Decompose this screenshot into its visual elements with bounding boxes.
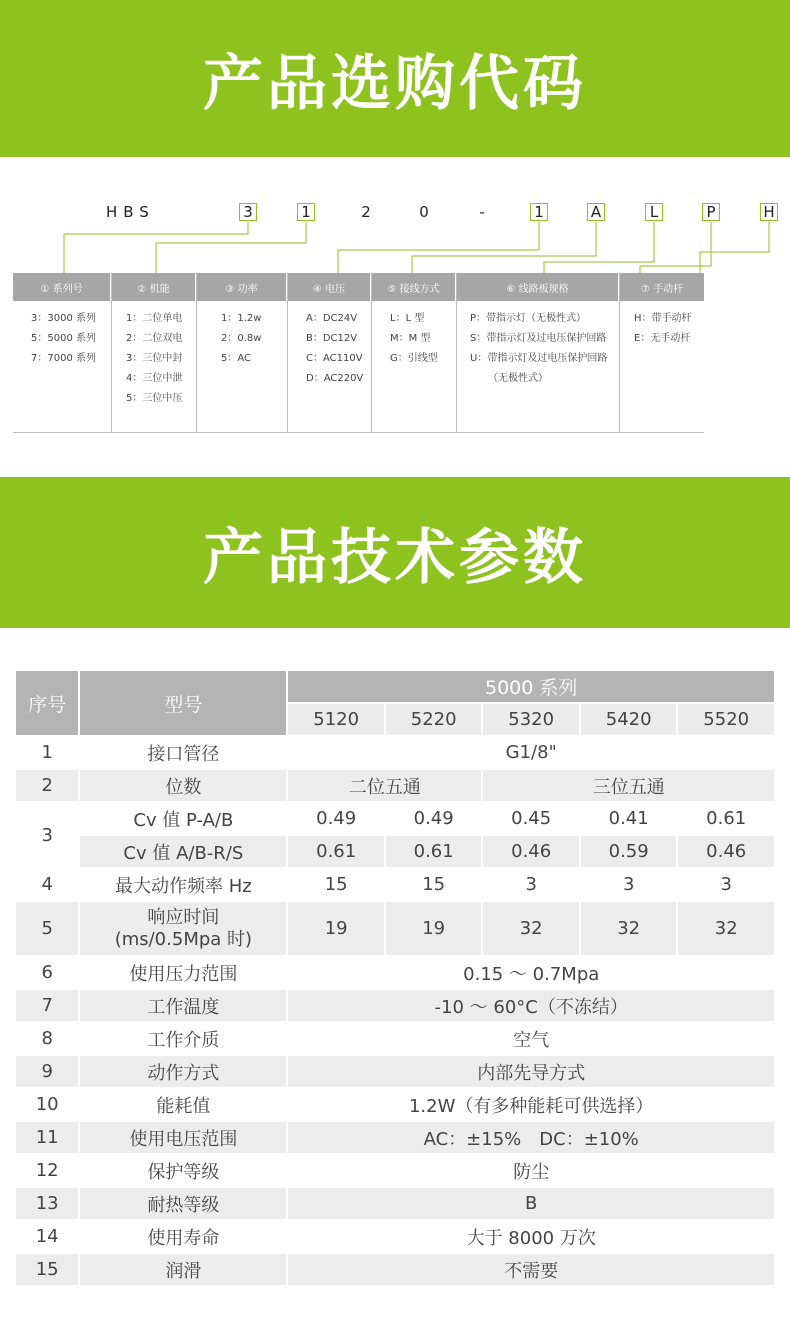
cell: 0.61 [706,808,747,829]
row-name-line: (ms/0.5Mpa 时) [114,928,253,950]
row-name: 工作温度 [80,990,286,1021]
row-index: 3 [41,824,53,846]
row-name: 接口管径 [147,743,220,765]
row-name: 耐热等级 [80,1188,286,1219]
row-name: 能耗值 [156,1095,211,1117]
cell: 32 [483,902,579,955]
row-index: 15 [16,1254,78,1285]
spec-table [14,669,776,1287]
row-value: 大于 8000 万次 [466,1227,596,1249]
row-index: 6 [41,962,53,983]
option-item: S：带指示灯及过电压保护回路 [470,333,607,344]
row-index: 2 [16,770,78,801]
cell: 15 [324,874,348,895]
code-char-2: 2 [361,203,371,221]
spec-title: 产品技术参数 [203,522,587,593]
option-header: ⑤ 接线方式 [372,273,456,301]
row-name: 使用寿命 [147,1227,220,1249]
row-index: 11 [16,1122,78,1153]
code-connector-lines [0,0,790,280]
cell: 0.46 [483,836,579,867]
option-item: C：AC110V [306,353,363,364]
cell: 19 [386,902,482,955]
row-index: 7 [16,990,78,1021]
option-col-manual [620,273,704,433]
table-row [16,902,774,955]
model-5120: 5120 [288,704,384,735]
row-index: 10 [35,1094,59,1115]
cell: 0.41 [608,808,649,829]
row-value: -10 ～ 60°C（不冻结） [288,990,774,1021]
row-name: Cv 值 A/B-R/S [80,836,286,867]
row-index: 5 [16,902,78,955]
cell: 0.61 [288,836,384,867]
cell: 32 [581,902,677,955]
model-5320: 5320 [483,704,579,735]
table-row [16,869,774,900]
row-name [80,902,286,955]
cell: 3 [720,874,732,895]
code-char-series: 3 [239,203,257,221]
row-index: 12 [35,1160,59,1181]
option-col-function [112,273,197,433]
cell: 0.61 [386,836,482,867]
option-item: B：DC12V [306,333,358,344]
model-5220: 5220 [386,704,482,735]
table-row [16,737,774,768]
row-value: 空气 [513,1029,550,1051]
cell: 0.49 [316,808,357,829]
cell: 15 [422,874,446,895]
option-item: E：无手动杆 [634,333,691,344]
row-name: 保护等级 [147,1161,220,1183]
option-item: 5：三位中压 [126,393,183,404]
cell: 3 [525,874,537,895]
row-value: AC：±15% DC：±10% [288,1122,774,1153]
row-name: 动作方式 [80,1056,286,1087]
option-item: （无极性式） [488,373,548,384]
code-char-wiring: L [645,203,663,221]
option-item: L：L 型 [390,313,425,324]
row-name: 工作介质 [147,1029,220,1051]
option-item: 2：二位双电 [126,333,183,344]
table-row [16,1221,774,1252]
option-item: M：M 型 [390,333,431,344]
option-col-series [13,273,112,433]
option-header: ② 机能 [112,273,196,301]
table-row [16,1122,774,1153]
row-value-three-position: 三位五通 [483,770,774,801]
code-char-board: P [702,203,720,221]
option-table [13,273,704,433]
code-char-3: 0 [419,203,429,221]
cell: 0.46 [678,836,774,867]
model-5520: 5520 [678,704,774,735]
option-item: 3：三位中封 [126,353,183,364]
option-col-wiring [372,273,457,433]
option-item: 4：三位中泄 [126,373,183,384]
table-row [16,1155,774,1186]
row-name-line: 响应时间 [147,906,220,928]
cell: 0.49 [413,808,454,829]
option-header: ③ 功率 [197,273,287,301]
row-value: 内部先导方式 [288,1056,774,1087]
option-item: D：AC220V [306,373,364,384]
row-value: G1/8" [505,742,557,763]
row-value: B [288,1188,774,1219]
table-row [16,1056,774,1087]
row-name: 使用电压范围 [80,1122,286,1153]
row-index: 9 [16,1056,78,1087]
option-item: 3：3000 系列 [31,313,96,324]
table-row [16,836,774,867]
option-col-voltage [288,273,372,433]
row-value: 不需要 [288,1254,774,1285]
code-char-manual: H [760,203,778,221]
model-5420: 5420 [581,704,677,735]
option-item: A：DC24V [306,313,358,324]
row-index: 1 [41,742,53,763]
option-item: P：带指示灯（无极性式） [470,313,587,324]
row-index: 8 [41,1028,53,1049]
table-row [16,1254,774,1285]
option-item: 5：AC [221,353,252,364]
table-row [16,1089,774,1120]
option-item: 5：5000 系列 [31,333,96,344]
cell: 32 [678,902,774,955]
code-char-dash: - [479,203,485,221]
option-col-power [197,273,288,433]
option-header: ④ 电压 [288,273,371,301]
code-char-power: 1 [530,203,548,221]
header-model: 型号 [80,671,286,735]
row-name: 润滑 [80,1254,286,1285]
table-row [16,803,774,834]
table-row [16,1188,774,1219]
option-item: 1：二位单电 [126,313,183,324]
option-item: 2：0.8w [221,333,262,344]
row-index: 13 [16,1188,78,1219]
option-table-bottom-rule [13,432,704,433]
row-index: 14 [35,1226,59,1247]
table-row [16,957,774,988]
order-code-title: 产品选购代码 [203,48,587,119]
header-index: 序号 [16,671,78,735]
spec-banner [0,477,790,628]
row-name: 最大动作频率 Hz [115,875,252,897]
row-value: 1.2W（有多种能耗可供选择） [408,1095,654,1117]
option-item: 7：7000 系列 [31,353,96,364]
option-item: U：带指示灯及过电压保护回路 [470,353,608,364]
row-value-two-position: 二位五通 [288,770,481,801]
option-item: H：带手动杆 [634,313,692,324]
cell: 3 [622,874,635,895]
row-index: 4 [41,874,53,895]
code-char-function: 1 [297,203,315,221]
row-name: Cv 值 P-A/B [133,809,234,831]
option-item: 1：1.2w [221,313,262,324]
option-header: ① 系列号 [13,273,111,301]
table-row [16,1023,774,1054]
cell: 0.45 [511,808,552,829]
option-header: ⑦ 手动杆 [620,273,704,301]
cell: 19 [288,902,384,955]
code-char-voltage: A [587,203,605,221]
code-prefix: HBS [106,203,155,221]
cell: 0.59 [581,836,677,867]
header-series: 5000 系列 [288,671,774,702]
row-value: 防尘 [513,1161,550,1183]
option-header: ⑥ 线路板规格 [457,273,619,301]
option-item: G：引线型 [390,353,438,364]
row-name: 位数 [80,770,286,801]
table-row [16,770,774,801]
option-col-board [457,273,620,433]
row-value: 0.15 ～ 0.7Mpa [463,963,600,985]
table-row [16,990,774,1021]
row-name: 使用压力范围 [129,963,238,985]
